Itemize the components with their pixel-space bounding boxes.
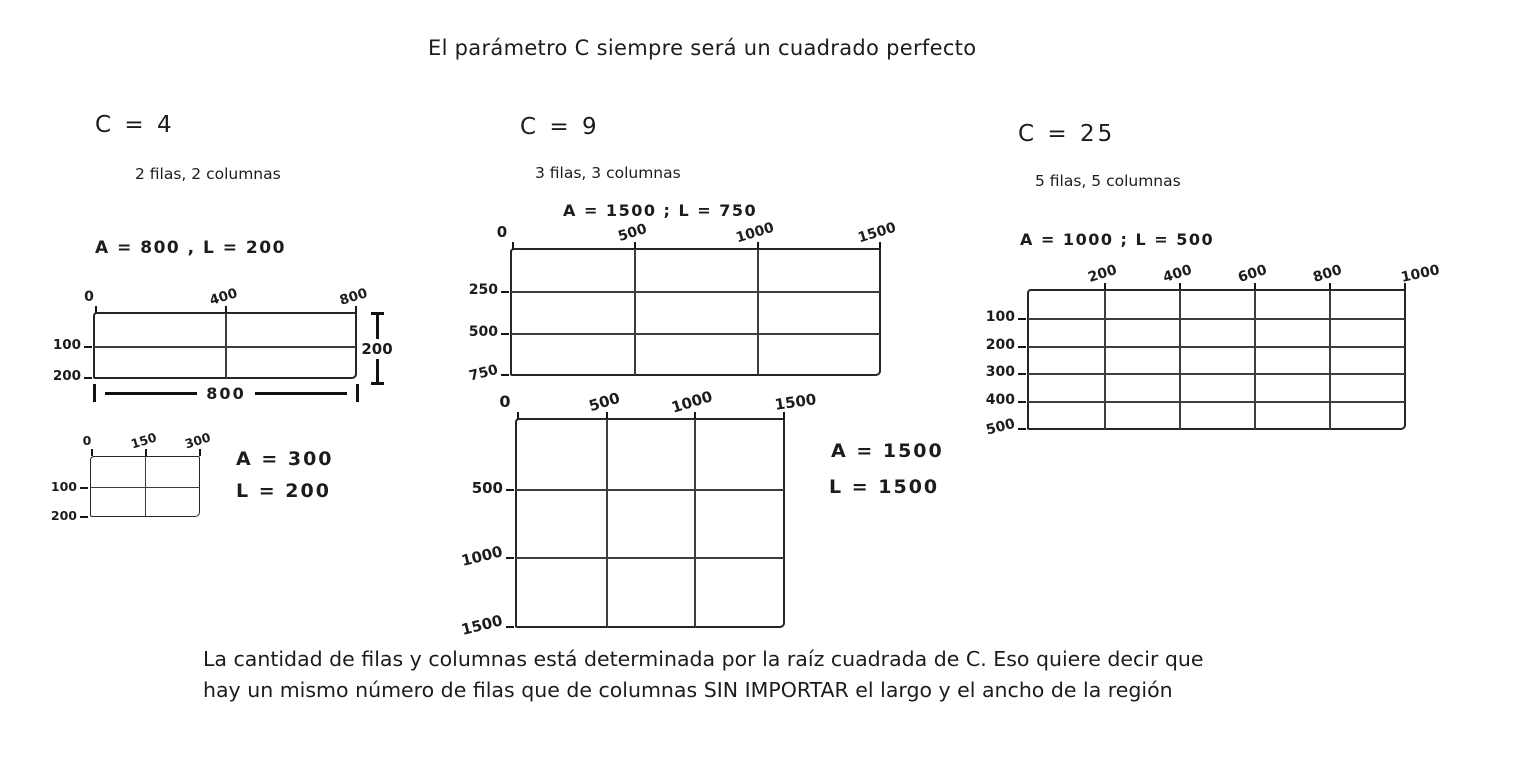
y-tick-label: 100 bbox=[52, 336, 81, 353]
x-tick-label: 800 bbox=[337, 285, 370, 309]
footer-note bbox=[203, 644, 1204, 706]
x-tick-mark bbox=[225, 306, 227, 313]
x-tick-mark bbox=[694, 412, 696, 419]
x-tick-label: 1500 bbox=[856, 219, 899, 247]
x-tick-label: 500 bbox=[586, 388, 622, 416]
grid-vline bbox=[1254, 290, 1256, 429]
x-tick-label: 500 bbox=[616, 221, 650, 245]
x-tick-label: 0 bbox=[499, 392, 511, 411]
y-tick-label: 750 bbox=[467, 361, 500, 385]
page-title: El parámetro C siempre será un cuadrado perfecto bbox=[428, 36, 977, 60]
y-tick-mark bbox=[1018, 373, 1026, 375]
grid-hline bbox=[516, 489, 784, 491]
y-tick-mark bbox=[80, 516, 88, 518]
x-tick-mark bbox=[355, 306, 357, 313]
grid-3x3-wide bbox=[467, 219, 899, 385]
bracket-cap bbox=[93, 384, 96, 402]
grid-vline bbox=[694, 419, 696, 627]
grid-params-label: A = 800 , L = 200 bbox=[95, 238, 286, 258]
y-tick-mark bbox=[1018, 346, 1026, 348]
x-tick-label: 0 bbox=[82, 433, 92, 448]
grid-vline bbox=[757, 249, 759, 375]
bracket-cap bbox=[356, 384, 359, 402]
grid-params-label: A = 1000 ; L = 500 bbox=[1020, 230, 1215, 249]
c-value-label: C = 25 bbox=[1018, 121, 1116, 147]
y-tick-mark bbox=[501, 374, 509, 376]
x-tick-mark bbox=[95, 306, 97, 313]
x-tick-label: 200 bbox=[1086, 262, 1119, 286]
x-tick-mark bbox=[145, 449, 147, 456]
x-tick-label: 600 bbox=[1236, 262, 1269, 286]
grid-vline bbox=[1104, 290, 1106, 429]
y-tick-label: 100 bbox=[985, 309, 1015, 326]
y-tick-mark bbox=[1018, 428, 1026, 430]
x-tick-mark bbox=[1254, 283, 1256, 290]
grid-hline bbox=[94, 346, 356, 348]
y-tick-mark bbox=[506, 489, 514, 491]
width-measure-label: 800 bbox=[206, 383, 246, 403]
y-tick-label: 200 bbox=[52, 368, 81, 385]
bracket-stem bbox=[376, 315, 379, 339]
x-tick-mark bbox=[1104, 283, 1106, 290]
height-measure-bracket bbox=[361, 312, 393, 385]
x-tick-label: 0 bbox=[496, 223, 508, 241]
x-tick-label: 400 bbox=[1161, 262, 1194, 286]
bracket-cap bbox=[371, 382, 384, 385]
y-tick-label: 200 bbox=[985, 336, 1015, 353]
grid-vline bbox=[1179, 290, 1181, 429]
length-label: L = 200 bbox=[236, 480, 331, 502]
y-tick-label: 500 bbox=[468, 323, 498, 340]
rows-cols-label: 2 filas, 2 columnas bbox=[135, 165, 281, 183]
y-tick-label: 1500 bbox=[459, 611, 505, 639]
bracket-line bbox=[105, 392, 197, 395]
grid-hline bbox=[1028, 346, 1405, 348]
grid-vline bbox=[1329, 290, 1331, 429]
length-label: L = 1500 bbox=[829, 476, 940, 498]
x-tick-mark bbox=[757, 242, 759, 249]
area-label: A = 300 bbox=[236, 448, 334, 470]
x-tick-label: 0 bbox=[84, 289, 94, 305]
x-tick-label: 400 bbox=[207, 285, 240, 309]
x-tick-mark bbox=[1329, 283, 1331, 290]
rows-cols-label: 5 filas, 5 columnas bbox=[1035, 172, 1181, 190]
y-tick-mark bbox=[84, 346, 92, 348]
y-tick-label: 300 bbox=[985, 364, 1015, 381]
grid-hline bbox=[1028, 318, 1405, 320]
x-tick-label: 1000 bbox=[1399, 262, 1442, 286]
x-tick-label: 1000 bbox=[669, 387, 715, 417]
y-tick-mark bbox=[80, 487, 88, 489]
c-value-label: C = 9 bbox=[520, 114, 600, 140]
grid-vline bbox=[634, 249, 636, 375]
y-tick-mark bbox=[501, 333, 509, 335]
x-tick-label: 150 bbox=[129, 429, 159, 452]
y-tick-mark bbox=[501, 291, 509, 293]
width-measure-bracket bbox=[93, 384, 359, 402]
y-tick-label: 400 bbox=[985, 391, 1015, 408]
x-tick-mark bbox=[783, 412, 785, 419]
y-tick-label: 1000 bbox=[459, 542, 505, 571]
x-tick-mark bbox=[879, 242, 881, 249]
y-tick-mark bbox=[506, 557, 514, 559]
rows-cols-label: 3 filas, 3 columnas bbox=[535, 164, 681, 182]
grid-hline bbox=[511, 333, 880, 335]
x-tick-mark bbox=[517, 412, 519, 419]
y-tick-mark bbox=[506, 626, 514, 628]
footer-line-2: hay un mismo número de filas que de columnas SIN IMPORTAR el largo y el ancho de la región bbox=[203, 678, 1173, 702]
x-tick-label: 300 bbox=[183, 429, 213, 452]
y-tick-mark bbox=[84, 377, 92, 379]
bracket-line bbox=[255, 392, 347, 395]
x-tick-mark bbox=[199, 449, 201, 456]
x-tick-mark bbox=[634, 242, 636, 249]
y-tick-mark bbox=[1018, 318, 1026, 320]
x-tick-mark bbox=[512, 242, 514, 249]
grid-hline bbox=[511, 291, 880, 293]
bracket-stem bbox=[376, 359, 379, 383]
x-tick-mark bbox=[606, 412, 608, 419]
x-tick-label: 800 bbox=[1311, 262, 1344, 286]
y-tick-label: 250 bbox=[468, 282, 498, 299]
grid-3x3-square bbox=[459, 387, 818, 639]
y-tick-label: 200 bbox=[50, 507, 77, 523]
grid-2x2-main bbox=[52, 285, 393, 403]
grid-hline bbox=[516, 557, 784, 559]
y-tick-label: 100 bbox=[50, 478, 77, 494]
c-value-label: C = 4 bbox=[95, 112, 175, 138]
grid-params-label: A = 1500 ; L = 750 bbox=[563, 201, 758, 220]
grid-hline bbox=[90, 487, 200, 488]
grid-hline bbox=[1028, 401, 1405, 403]
y-tick-label: 500 bbox=[984, 415, 1017, 439]
area-label: A = 1500 bbox=[831, 440, 944, 462]
x-tick-mark bbox=[91, 449, 93, 456]
height-measure-label: 200 bbox=[361, 339, 393, 358]
grid-5x5 bbox=[984, 262, 1442, 439]
footer-line-1: La cantidad de filas y columnas está determinada por la raíz cuadrada de C. Eso quiere decir que bbox=[203, 647, 1204, 671]
x-tick-label: 1000 bbox=[733, 219, 776, 247]
x-tick-mark bbox=[1179, 283, 1181, 290]
y-tick-label: 500 bbox=[471, 478, 503, 497]
grid-2x2-small bbox=[50, 429, 213, 523]
grid-hline bbox=[1028, 373, 1405, 375]
x-tick-label: 1500 bbox=[773, 390, 818, 414]
y-tick-mark bbox=[1018, 401, 1026, 403]
grid-vline bbox=[606, 419, 608, 627]
